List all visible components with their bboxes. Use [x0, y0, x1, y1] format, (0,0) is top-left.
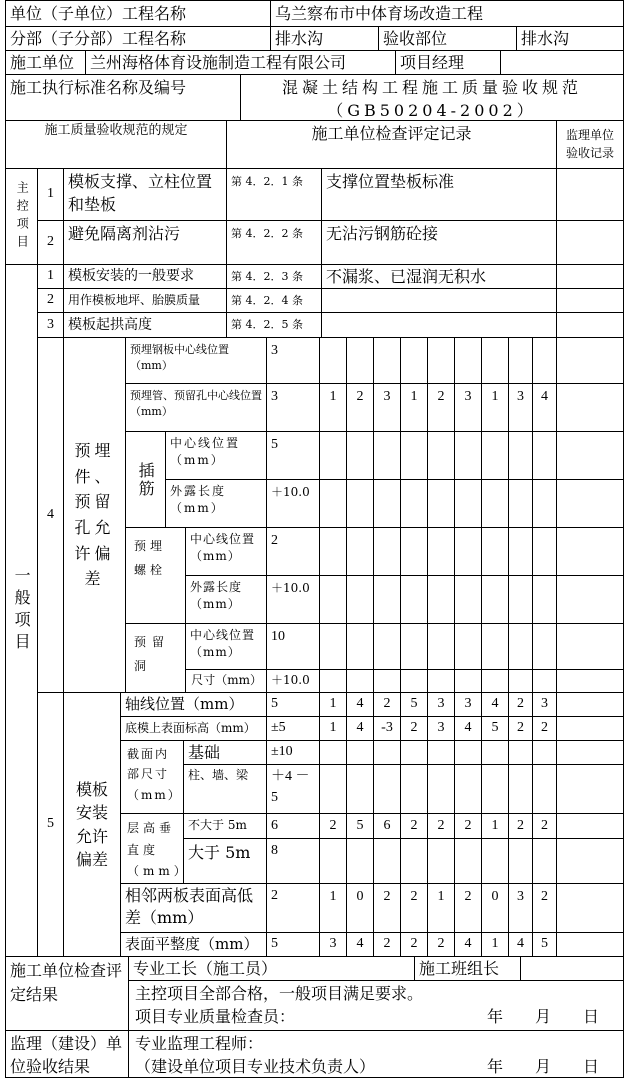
bottom-cell-4: 2	[400, 716, 427, 740]
team-leader-label: 施工班组长	[414, 956, 520, 980]
conclusion-box	[128, 980, 624, 1030]
flat-cell-7: 1	[481, 932, 508, 956]
supervision-date: 年 月 日	[486, 1057, 599, 1077]
embed-plate-cell-4	[400, 337, 427, 383]
hole-center-sup-cell	[556, 623, 624, 669]
le5-tol: 6	[266, 813, 319, 838]
bolt-expose-cell-8	[508, 575, 532, 623]
base-cell-1	[319, 740, 346, 764]
embed-pipe-cell-9: 4	[532, 383, 556, 431]
le5-cell-6: 2	[454, 813, 481, 838]
main-control-label	[5, 168, 37, 264]
axis-sup-cell	[556, 692, 624, 716]
embed-plate-cell-1	[319, 337, 346, 383]
rebar-center-label: 中心线位置（mm）	[165, 431, 266, 479]
flat-cell-5: 2	[427, 932, 454, 956]
supervision-box	[128, 1030, 624, 1078]
le5-cell-1: 2	[319, 813, 346, 838]
embed-plate-cell-6	[454, 337, 481, 383]
rebar-group	[125, 431, 165, 527]
base-cell-7	[481, 740, 508, 764]
rebar-expose-label: 外露长度（mm）	[165, 479, 266, 527]
hole-center-cell-9	[532, 623, 556, 669]
hole-center-cell-7	[481, 623, 508, 669]
rebar-center-cell-1	[319, 431, 346, 479]
embed-plate-cell-5	[427, 337, 454, 383]
embed-plate-cell-7	[481, 337, 508, 383]
rebar-expose-cell-9	[532, 479, 556, 527]
embed-pipe-cell-5: 2	[427, 383, 454, 431]
bolt-center-cell-2	[346, 527, 373, 575]
conclusion-text: 主控项目全部合格，一般项目满足要求。	[135, 984, 424, 1003]
embed-pipe-cell-6: 3	[454, 383, 481, 431]
rebar-expose-cell-2	[346, 479, 373, 527]
adj-label: 相邻两板表面高低差（mm）	[120, 883, 266, 932]
bolt-center-cell-8	[508, 527, 532, 575]
embed-plate-tol: 3	[266, 337, 319, 383]
base-cell-9	[532, 740, 556, 764]
form-title: 模板安装允许偏差	[63, 692, 120, 956]
acceptance-part-value: 排水沟	[516, 26, 624, 50]
gt5-sup-cell	[556, 838, 624, 883]
bolt-center-label: 中心线位置（mm）	[185, 527, 266, 575]
spec-column-header: 施工质量验收规范的规定	[5, 120, 226, 168]
general-label	[5, 264, 37, 956]
hole-size-cell-7	[481, 669, 508, 692]
bottom-label: 底模上表面标高（mm）	[120, 716, 266, 740]
bottom-cell-9: 2	[532, 716, 556, 740]
rebar-expose-cell-1	[319, 479, 346, 527]
bolt-center-cell-5	[427, 527, 454, 575]
column-cell-3	[373, 764, 400, 813]
bottom-cell-8: 2	[508, 716, 532, 740]
bolt-expose-cell-5	[427, 575, 454, 623]
construction-unit-value: 兰州海格体育设施制造工程有限公司	[85, 50, 395, 74]
eval-column-header: 施工单位检查评定记录	[226, 120, 556, 168]
axis-cell-7: 4	[481, 692, 508, 716]
hole-center-cell-6	[454, 623, 481, 669]
column-cell-1	[319, 764, 346, 813]
gt5-tol: 8	[266, 838, 319, 883]
le5-label: 不大于 5m	[183, 813, 266, 838]
standard-value: 混凝土结构工程施工质量验收规范（GB50204-2002）	[240, 74, 624, 120]
base-cell-3	[373, 740, 400, 764]
hole-center-cell-1	[319, 623, 346, 669]
bolt-center-cell-7	[481, 527, 508, 575]
bolt-expose-cell-4	[400, 575, 427, 623]
base-cell-6	[454, 740, 481, 764]
owner-line	[135, 1055, 619, 1078]
project-manager-value	[500, 50, 624, 74]
bottom-cell-5: 3	[427, 716, 454, 740]
flat-cell-2: 4	[346, 932, 373, 956]
bolt-expose-cell-3	[373, 575, 400, 623]
general-row-3-sup	[556, 312, 624, 337]
general-row-1-sup	[556, 264, 624, 288]
le5-cell-7: 1	[481, 813, 508, 838]
general-row-2-sup	[556, 288, 624, 312]
owner-label: （建设单位项目专业技术负责人）	[135, 1057, 376, 1077]
hole-size-cell-1	[319, 669, 346, 692]
bottom-cell-6: 4	[454, 716, 481, 740]
base-cell-2	[346, 740, 373, 764]
embed-plate-cell-2	[346, 337, 373, 383]
inspection-date: 年 月 日	[486, 1007, 599, 1027]
general-row-1-clause: 第 4．2．3 条	[226, 264, 321, 288]
main-control-text: 主控项目	[15, 180, 30, 253]
standard-label: 施工执行标准名称及编号	[5, 74, 240, 120]
embed-plate-cell-8	[508, 337, 532, 383]
rebar-center-sup-cell	[556, 431, 624, 479]
general-row-3-item: 模板起拱高度	[63, 312, 226, 337]
embed-pipe-cell-4: 1	[400, 383, 427, 431]
adj-cell-7: 0	[481, 883, 508, 932]
bolt-expose-sup-cell	[556, 575, 624, 623]
hole-center-cell-4	[400, 623, 427, 669]
rebar-expose-sup-cell	[556, 479, 624, 527]
adj-cell-6: 2	[454, 883, 481, 932]
hole-center-cell-5	[427, 623, 454, 669]
axis-cell-5: 3	[427, 692, 454, 716]
general-text: 一般项目	[12, 566, 32, 655]
inspector-label: 项目专业质量检查员：	[135, 1007, 296, 1027]
adj-cell-5: 1	[427, 883, 454, 932]
rebar-expose-cell-6	[454, 479, 481, 527]
embed-pipe-tol: 3	[266, 383, 319, 431]
le5-cell-8: 2	[508, 813, 532, 838]
le5-sup-cell	[556, 813, 624, 838]
main-row-2-item: 避免隔离剂沾污	[63, 220, 226, 264]
project-manager-label: 项目经理	[395, 50, 500, 74]
le5-cell-5: 2	[427, 813, 454, 838]
base-cell-8	[508, 740, 532, 764]
adj-cell-4: 2	[400, 883, 427, 932]
main-row-2-sup	[556, 220, 624, 264]
rebar-center-cell-7	[481, 431, 508, 479]
flat-cell-3: 2	[373, 932, 400, 956]
general-row-2-no: 2	[37, 288, 63, 312]
bolt-expose-label: 外露长度（mm）	[185, 575, 266, 623]
axis-cell-3: 2	[373, 692, 400, 716]
axis-cell-8: 2	[508, 692, 532, 716]
bottom-cell-3: -3	[373, 716, 400, 740]
division-label: 分部（子分部）工程名称	[5, 26, 270, 50]
main-row-2-clause: 第 4．2．2 条	[226, 220, 321, 264]
embed-plate-cell-9	[532, 337, 556, 383]
bottom-tol: ±5	[266, 716, 319, 740]
axis-tol: 5	[266, 692, 319, 716]
division-value: 排水沟	[270, 26, 378, 50]
rebar-expose-tol: ＋10.0	[266, 479, 319, 527]
hole-size-cell-9	[532, 669, 556, 692]
hole-size-cell-2	[346, 669, 373, 692]
adj-cell-2: 0	[346, 883, 373, 932]
bottom-cell-7: 5	[481, 716, 508, 740]
embed-pipe-label: 预埋管、预留孔中心线位置（mm）	[125, 383, 266, 431]
hole-center-tol: 10	[266, 623, 319, 669]
bolt-expose-cell-7	[481, 575, 508, 623]
column-label: 柱、墙、梁	[183, 764, 266, 813]
column-cell-8	[508, 764, 532, 813]
embed-plate-cell-3	[373, 337, 400, 383]
inspector-line	[135, 1005, 619, 1028]
column-cell-9	[532, 764, 556, 813]
unit-name-label: 单位（子单位）工程名称	[5, 0, 270, 26]
bolt-expose-cell-6	[454, 575, 481, 623]
axis-cell-2: 4	[346, 692, 373, 716]
general-row-2-result	[321, 288, 556, 312]
supervision-column-header: 监理单位验收记录	[556, 120, 624, 168]
hole-size-cell-8	[508, 669, 532, 692]
le5-cell-2: 5	[346, 813, 373, 838]
hole-size-cell-5	[427, 669, 454, 692]
general-row-2-clause: 第 4．2．4 条	[226, 288, 321, 312]
general-row-1-no: 1	[37, 264, 63, 288]
embed-no: 4	[37, 337, 63, 692]
bolt-center-tol: 2	[266, 527, 319, 575]
column-sup-cell	[556, 764, 624, 813]
engineer-label: 专业监理工程师：	[135, 1034, 264, 1053]
bolt-expose-cell-2	[346, 575, 373, 623]
bolt-expose-tol: ＋10.0	[266, 575, 319, 623]
team-leader-value	[520, 956, 624, 980]
section-group: 截面内部尺寸（mm）	[120, 740, 183, 813]
general-row-1-item: 模板安装的一般要求	[63, 264, 226, 288]
construction-unit-label: 施工单位	[5, 50, 85, 74]
rebar-center-cell-9	[532, 431, 556, 479]
embed-pipe-cell-1: 1	[319, 383, 346, 431]
le5-cell-4: 2	[400, 813, 427, 838]
flat-cell-6: 4	[454, 932, 481, 956]
hole-center-cell-8	[508, 623, 532, 669]
adj-tol: 2	[266, 883, 319, 932]
embed-pipe-cell-2: 2	[346, 383, 373, 431]
rebar-center-cell-3	[373, 431, 400, 479]
adj-cell-1: 1	[319, 883, 346, 932]
le5-cell-3: 6	[373, 813, 400, 838]
rebar-center-cell-5	[427, 431, 454, 479]
column-cell-4	[400, 764, 427, 813]
rebar-center-cell-6	[454, 431, 481, 479]
gt5-label: 大于 5m	[183, 838, 266, 883]
hole-size-cell-6	[454, 669, 481, 692]
main-row-2-no: 2	[37, 220, 63, 264]
bolt-center-cell-3	[373, 527, 400, 575]
hole-size-sup-cell	[556, 669, 624, 692]
hole-group: 预留洞	[125, 623, 185, 692]
flat-label: 表面平整度（mm）	[120, 932, 266, 956]
embed-title: 预埋件、预留孔允许偏差	[63, 337, 125, 692]
column-cell-2	[346, 764, 373, 813]
adj-sup-cell	[556, 883, 624, 932]
gt5-cell-1	[319, 838, 346, 883]
embed-plate-label: 预埋钢板中心线位置（mm）	[125, 337, 266, 383]
column-cell-6	[454, 764, 481, 813]
rebar-expose-cell-8	[508, 479, 532, 527]
bolt-center-cell-9	[532, 527, 556, 575]
bolt-expose-cell-9	[532, 575, 556, 623]
gt5-cell-6	[454, 838, 481, 883]
bolt-group: 预埋螺栓	[125, 527, 185, 623]
base-label: 基础	[183, 740, 266, 764]
base-sup-cell	[556, 740, 624, 764]
axis-cell-6: 3	[454, 692, 481, 716]
bolt-center-cell-6	[454, 527, 481, 575]
embed-pipe-cell-3: 3	[373, 383, 400, 431]
bottom-cell-2: 4	[346, 716, 373, 740]
embed-pipe-sup-cell	[556, 383, 624, 431]
gt5-cell-8	[508, 838, 532, 883]
axis-cell-4: 5	[400, 692, 427, 716]
flat-cell-1: 3	[319, 932, 346, 956]
form-no: 5	[37, 692, 63, 956]
adj-cell-9: 2	[532, 883, 556, 932]
rebar-expose-cell-3	[373, 479, 400, 527]
hole-center-label: 中心线位置（mm）	[185, 623, 266, 669]
gt5-cell-5	[427, 838, 454, 883]
rebar-center-tol: 5	[266, 431, 319, 479]
unit-name-value: 乌兰察布市中体育场改造工程	[270, 0, 624, 26]
gt5-cell-7	[481, 838, 508, 883]
rebar-expose-cell-7	[481, 479, 508, 527]
main-row-1-no: 1	[37, 168, 63, 220]
column-cell-7	[481, 764, 508, 813]
flat-cell-8: 4	[508, 932, 532, 956]
flat-sup-cell	[556, 932, 624, 956]
axis-cell-1: 1	[319, 692, 346, 716]
rebar-expose-cell-4	[400, 479, 427, 527]
gt5-cell-3	[373, 838, 400, 883]
embed-plate-sup-cell	[556, 337, 624, 383]
main-row-2-result: 无沾污钢筋砼接	[321, 220, 556, 264]
hole-size-label: 尺寸（mm）	[185, 669, 266, 692]
general-row-3-result	[321, 312, 556, 337]
hole-center-cell-3	[373, 623, 400, 669]
flat-tol: 5	[266, 932, 319, 956]
bolt-center-cell-4	[400, 527, 427, 575]
bottom-cell-1: 1	[319, 716, 346, 740]
supervision-result-label: 监理（建设）单位验收结果	[5, 1030, 128, 1078]
rebar-center-cell-8	[508, 431, 532, 479]
column-cell-5	[427, 764, 454, 813]
foreman-label: 专业工长（施工员）	[128, 956, 414, 980]
base-tol: ±10	[266, 740, 319, 764]
gt5-cell-9	[532, 838, 556, 883]
axis-label: 轴线位置（mm）	[120, 692, 266, 716]
column-tol: ＋4 －5	[266, 764, 319, 813]
hole-size-cell-4	[400, 669, 427, 692]
flat-cell-4: 2	[400, 932, 427, 956]
main-row-1-sup	[556, 168, 624, 220]
bottom-sup-cell	[556, 716, 624, 740]
bolt-center-sup-cell	[556, 527, 624, 575]
general-row-3-clause: 第 4．2．5 条	[226, 312, 321, 337]
bolt-expose-cell-1	[319, 575, 346, 623]
gt5-cell-2	[346, 838, 373, 883]
acceptance-part-label: 验收部位	[378, 26, 516, 50]
hole-size-tol: ＋10.0	[266, 669, 319, 692]
general-row-2-item: 用作模板地坪、胎膜质量	[63, 288, 226, 312]
main-row-1-clause: 第 4．2．1 条	[226, 168, 321, 220]
main-row-1-result: 支撑位置垫板标准	[321, 168, 556, 220]
rebar-group-text: 插筋	[136, 461, 156, 498]
main-row-1-item: 模板支撑、立柱位置和垫板	[63, 168, 226, 220]
bolt-center-cell-1	[319, 527, 346, 575]
rebar-center-cell-2	[346, 431, 373, 479]
embed-pipe-cell-7: 1	[481, 383, 508, 431]
le5-cell-9: 2	[532, 813, 556, 838]
story-group: 层高垂直度（mm）	[120, 813, 183, 883]
hole-size-cell-3	[373, 669, 400, 692]
rebar-center-cell-4	[400, 431, 427, 479]
gt5-cell-4	[400, 838, 427, 883]
flat-cell-9: 5	[532, 932, 556, 956]
adj-cell-3: 2	[373, 883, 400, 932]
axis-cell-9: 3	[532, 692, 556, 716]
construction-result-label: 施工单位检查评定结果	[5, 956, 128, 1030]
rebar-expose-cell-5	[427, 479, 454, 527]
hole-center-cell-2	[346, 623, 373, 669]
general-row-1-result: 不漏浆、已湿润无积水	[321, 264, 556, 288]
base-cell-5	[427, 740, 454, 764]
adj-cell-8: 3	[508, 883, 532, 932]
base-cell-4	[400, 740, 427, 764]
general-row-3-no: 3	[37, 312, 63, 337]
embed-pipe-cell-8: 3	[508, 383, 532, 431]
